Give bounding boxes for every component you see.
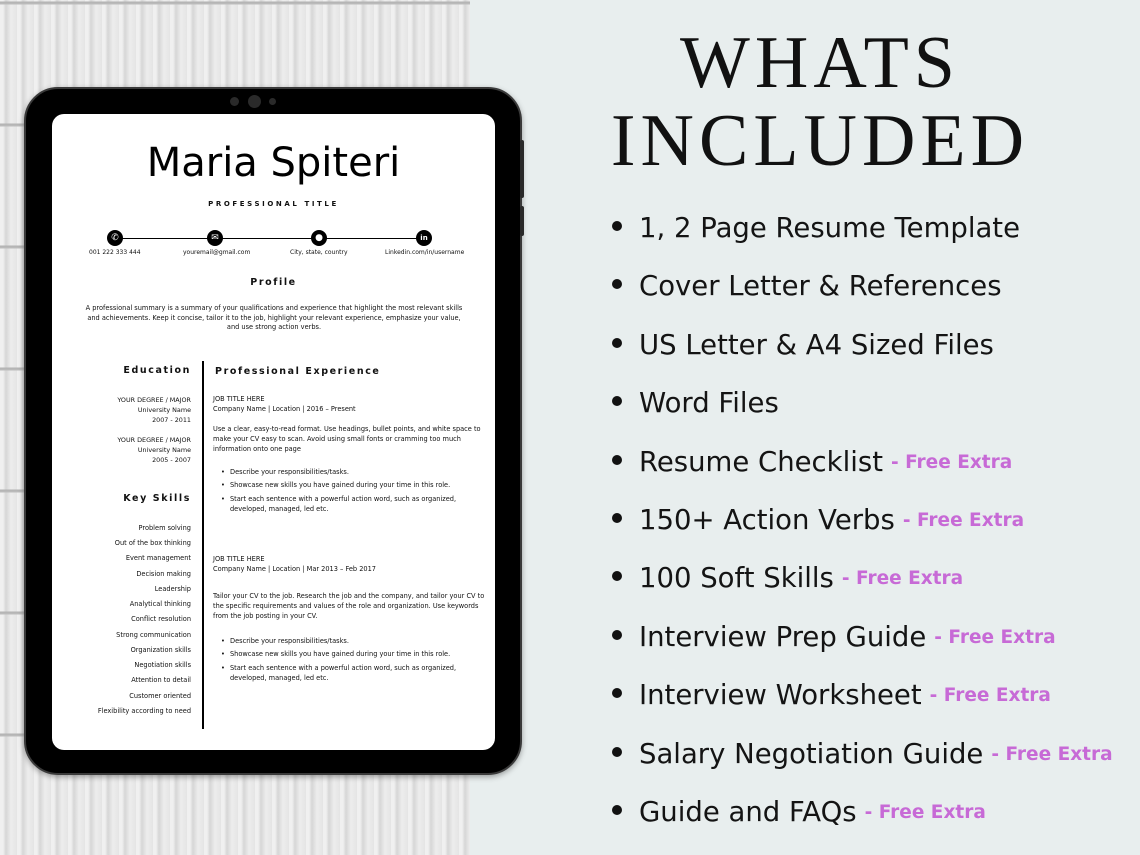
included-item — [612, 212, 1020, 252]
education-university: University Name — [137, 406, 191, 414]
included-item — [612, 387, 779, 427]
free-extra-tag: - Free Extra — [841, 568, 964, 589]
free-extra-tag: - Free Extra — [890, 452, 1013, 473]
education-entry — [62, 435, 191, 465]
contact-linkedin: Linkedin.com/in/username — [385, 249, 465, 256]
bullet-icon — [612, 221, 622, 231]
skill-item: Decision making — [136, 570, 191, 578]
resume-professional-title: PROFESSIONAL TITLE — [208, 200, 339, 208]
camera-icon — [230, 97, 239, 106]
tablet-side-button — [520, 206, 524, 236]
education-years: 2007 - 2011 — [152, 416, 191, 424]
bullet-icon — [612, 338, 622, 348]
bullet-icon — [612, 571, 622, 581]
job-bullet: • Showcase new skills you have gained during your time in this role. — [230, 481, 488, 491]
linkedin-icon: in — [416, 230, 432, 246]
included-item-label: Salary Negotiation Guide — [639, 738, 984, 770]
job-company: Company Name | Location | Mar 2013 – Feb 2017 — [213, 565, 376, 573]
skill-item: Strong communication — [116, 631, 191, 639]
bullet-icon — [612, 396, 622, 406]
education-university: University Name — [137, 446, 191, 454]
skill-item: Negotiation skills — [134, 661, 191, 669]
skill-item: Organization skills — [130, 646, 191, 654]
job-title: JOB TITLE HERE — [213, 555, 265, 563]
included-item — [612, 504, 1024, 544]
job-title: JOB TITLE HERE — [213, 395, 265, 403]
included-item-label: US Letter & A4 Sized Files — [639, 329, 994, 361]
included-item-label: 100 Soft Skills — [639, 562, 834, 594]
bullet-icon — [612, 513, 622, 523]
job-bullet: • Describe your responsibilities/tasks. — [230, 637, 488, 647]
skill-item: Flexibility according to need — [97, 707, 191, 715]
skill-item: Customer oriented — [129, 692, 191, 700]
included-item — [612, 270, 1002, 310]
skill-item: Problem solving — [138, 524, 191, 532]
camera-icon — [248, 95, 261, 108]
skill-item: Analytical thinking — [129, 600, 191, 608]
free-extra-tag: - Free Extra — [929, 685, 1051, 706]
profile-heading: Profile — [250, 277, 297, 288]
free-extra-tag: - Free Extra — [934, 627, 1056, 648]
education-degree: YOUR DEGREE / MAJOR — [117, 396, 191, 404]
email-icon: ✉ — [207, 230, 223, 246]
bullet-icon — [612, 455, 622, 465]
job-description: Use a clear, easy-to-read format. Use headings, bullet points, and white space to make your CV easy to scan. Avoid using small fonts or cramming too much information onto one page — [213, 425, 481, 453]
location-icon: ● — [311, 230, 327, 246]
contact-location: City, state, country — [290, 249, 348, 256]
profile-summary: A professional summary is a summary of your qualifications and experience that highlight the most relevant skills and achievements. Keep it concise, tailor it to the job, highlight your relevant experience, emphasize your value, and use strong action verbs. — [85, 304, 463, 332]
included-item — [612, 738, 1113, 778]
included-item-label: Cover Letter & References — [639, 270, 1002, 302]
included-item — [612, 446, 1012, 486]
skills-heading: Key Skills — [123, 493, 191, 504]
included-item-label: Interview Worksheet — [639, 679, 922, 711]
contact-phone: 001 222 333 444 — [89, 249, 141, 256]
skill-item: Conflict resolution — [131, 615, 191, 623]
bullet-icon — [612, 747, 622, 757]
job-bullet: • Start each sentence with a powerful action word, such as organized, developed, managed, led etc. — [230, 664, 488, 684]
job-bullet: • Start each sentence with a powerful action word, such as organized, developed, managed, led etc. — [230, 495, 488, 515]
heading-line-2: INCLUDED — [610, 100, 1030, 182]
skill-item: Event management — [125, 554, 191, 562]
education-entry — [62, 395, 191, 425]
included-item — [612, 679, 1051, 719]
included-item — [612, 562, 963, 602]
phone-icon: ✆ — [107, 230, 123, 246]
included-item-label: 1, 2 Page Resume Template — [639, 212, 1021, 244]
included-item-label: Word Files — [639, 387, 779, 419]
contact-divider-line — [114, 238, 424, 239]
education-years: 2005 - 2007 — [152, 456, 191, 464]
included-item-label: Interview Prep Guide — [639, 621, 927, 653]
included-item-label: Resume Checklist — [639, 446, 883, 478]
skill-item: Leadership — [154, 585, 191, 593]
bullet-icon — [612, 805, 622, 815]
included-item — [612, 329, 994, 369]
contact-email: youremail@gmail.com — [183, 249, 251, 256]
resume-name: Maria Spiteri — [146, 140, 401, 186]
job-bullet: • Describe your responsibilities/tasks. — [230, 468, 488, 478]
free-extra-tag: - Free Extra — [991, 744, 1113, 765]
included-item-label: 150+ Action Verbs — [639, 504, 895, 536]
included-item — [612, 796, 986, 836]
tablet-side-button — [520, 140, 524, 198]
job-bullet: • Showcase new skills you have gained during your time in this role. — [230, 650, 488, 660]
column-divider — [202, 361, 204, 729]
free-extra-tag: - Free Extra — [902, 510, 1025, 531]
bullet-icon — [612, 688, 622, 698]
included-item-label: Guide and FAQs — [639, 796, 857, 828]
education-heading: Education — [123, 365, 191, 376]
skill-item: Attention to detail — [131, 676, 191, 684]
experience-heading: Professional Experience — [215, 366, 381, 377]
skill-item: Out of the box thinking — [114, 539, 191, 547]
heading-line-1: WHATS — [680, 22, 960, 104]
free-extra-tag: - Free Extra — [864, 802, 986, 823]
camera-icon — [269, 98, 276, 105]
bullet-icon — [612, 279, 622, 289]
education-degree: YOUR DEGREE / MAJOR — [117, 436, 191, 444]
bullet-icon — [612, 630, 622, 640]
included-item — [612, 621, 1056, 661]
job-description: Tailor your CV to the job. Research the job and the company, and tailor your CV to the specific requirements and values of the role and organization. Use keywords from the job posting in your CV. — [213, 592, 485, 620]
tablet-screen — [52, 114, 495, 750]
job-company: Company Name | Location | 2016 – Present — [213, 405, 356, 413]
